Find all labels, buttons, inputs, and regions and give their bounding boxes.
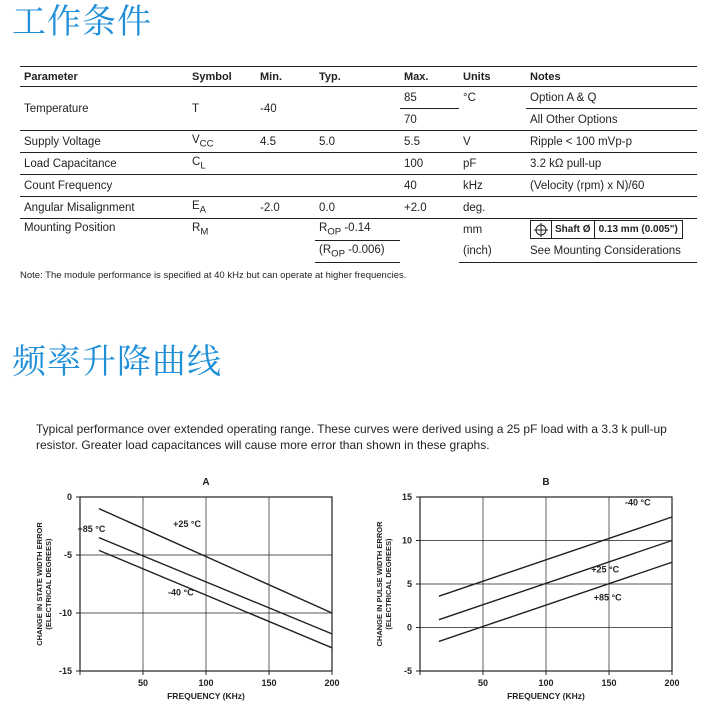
supply-parameter: Supply Voltage (20, 131, 188, 153)
temperature-units: °C (463, 91, 476, 104)
chart-b-y-tick-label: 5 (406, 579, 412, 589)
chart-b-x-tick-label: 150 (601, 678, 617, 688)
description-paragraph: Typical performance over extended operating range. These curves were derived using a 25 pF load with a 3.3 k pull-up resistor. Greater load capacitances will cause more error than shown in these graphs. (36, 422, 667, 452)
chart-a (20, 470, 350, 708)
supply-units: V (459, 131, 526, 153)
count-max: 40 (400, 175, 459, 197)
temperature-max-b: 70 (400, 109, 459, 131)
supply-typ: 5.0 (315, 131, 400, 153)
chart-b-y-tick-label: -5 (403, 666, 412, 676)
load-notes: 3.2 kΩ pull-up (526, 153, 697, 175)
table-row (20, 175, 697, 197)
angular-units: deg. (459, 197, 526, 219)
header-max: Max. (400, 67, 459, 87)
temperature-symbol: T (192, 102, 200, 115)
chart-a-series-label: +25 °C (173, 519, 202, 530)
chart-b-series-label: +85 °C (593, 592, 622, 603)
operating-conditions-table (20, 66, 697, 263)
table-row (20, 87, 697, 109)
shaft-value: 0.13 mm (0.005") (598, 224, 678, 235)
header-symbol: Symbol (188, 67, 256, 87)
mounting-symbol: $R_M$ (188, 219, 256, 263)
chart-b-y-tick-label: 15 (401, 492, 412, 502)
table-row (20, 131, 697, 153)
chart-b-x-tick-label: 200 (664, 678, 680, 688)
chart-a-series-label: +85 °C (77, 523, 106, 534)
header-units: Units (459, 67, 526, 87)
mounting-note-b: See Mounting Considerations (526, 241, 697, 263)
angular-parameter: Angular Misalignment (20, 197, 188, 219)
chart-b-y-axis-title: CHANGE IN PULSE WIDTH ERROR (375, 521, 384, 647)
temperature-note-a: Option A & Q (530, 91, 597, 104)
performance-note: Note: The module performance is specified at 40 kHz but can operate at higher frequencies. (20, 270, 407, 281)
chart-a-y-tick-label: -15 (58, 666, 72, 676)
chart-b-y-tick-label: 0 (406, 622, 412, 633)
supply-min: 4.5 (256, 131, 315, 153)
chart-b-x-tick-label: 100 (538, 678, 554, 688)
table-header-row (20, 67, 697, 87)
load-units: pF (459, 153, 526, 175)
chart-a-series-line (99, 538, 332, 634)
supply-symbol: $V_{CC}$ (188, 131, 256, 153)
operating-conditions-heading: 工作条件 (12, 2, 152, 42)
temperature-max-a: 85 (404, 91, 417, 104)
angular-symbol: $E_A$ (188, 197, 256, 219)
chart-a-series-line (99, 550, 332, 647)
chart-a-x-tick-label: 50 (137, 678, 149, 688)
mounting-parameter: Mounting Position (20, 219, 188, 263)
shaft-label: Shaft Ø (552, 221, 595, 238)
mounting-units-b: (inch) (459, 241, 526, 263)
temperature-note-b: All Other Options (526, 109, 697, 131)
angular-max: +2.0 (400, 197, 459, 219)
chart-b-series-label: +25 °C (591, 564, 620, 575)
chart-a-x-tick-label: 100 (198, 678, 214, 688)
supply-max: 5.5 (400, 131, 459, 153)
angular-min: -2.0 (256, 197, 315, 219)
chart-a-x-tick-label: 200 (324, 678, 340, 688)
header-notes: Notes (526, 67, 697, 87)
chart-b-title: B (542, 477, 550, 488)
chart-a-series-label: -40 °C (167, 587, 194, 598)
temperature-parameter: Temperature (24, 102, 89, 115)
position-tolerance-icon (531, 221, 552, 238)
angular-typ: 0.0 (315, 197, 400, 219)
header-typ: Typ. (315, 67, 400, 87)
chart-b-x-tick-label: 50 (477, 678, 489, 688)
frequency-derating-heading: 频率升降曲线 (12, 342, 222, 382)
table-row (20, 219, 697, 241)
chart-a-y-tick-label: 0 (66, 492, 72, 502)
header-min: Min. (256, 67, 315, 87)
chart-a-series-line (99, 509, 332, 613)
chart-a-y-axis-subtitle: (ELECTRICAL DEGREES) (44, 538, 53, 630)
temperature-min: -40 (260, 102, 277, 115)
chart-b-x-axis-title: FREQUENCY (KHz) (507, 691, 585, 701)
chart-a-y-axis-title: CHANGE IN STATE WIDTH ERROR (35, 522, 44, 646)
chart-a-title: A (202, 477, 210, 488)
mounting-shaft-tolerance (526, 219, 697, 241)
count-units: kHz (459, 175, 526, 197)
chart-b-series-line (439, 562, 672, 641)
chart-b-series-label: -40 °C (624, 497, 651, 508)
load-symbol: $C_L$ (188, 153, 256, 175)
chart-a-y-tick-label: -10 (58, 608, 72, 618)
table-row (20, 153, 697, 175)
chart-a-x-axis-title: FREQUENCY (KHz) (167, 691, 245, 701)
mounting-typ-b: ($R_{OP}$ -0.006) (315, 241, 400, 263)
count-notes: (Velocity (rpm) x N)/60 (526, 175, 697, 197)
temperature-typ (315, 87, 400, 131)
chart-b (360, 470, 690, 708)
mounting-typ-a: $R_{OP}$ -0.14 (315, 219, 400, 241)
chart-a-x-tick-label: 150 (261, 678, 277, 688)
chart-a-y-tick-label: -5 (63, 550, 72, 560)
table-row (20, 197, 697, 219)
load-parameter: Load Capacitance (20, 153, 188, 175)
load-max: 100 (400, 153, 459, 175)
mounting-units-a: mm (459, 219, 526, 241)
chart-b-y-tick-label: 10 (401, 535, 412, 546)
header-parameter: Parameter (20, 67, 188, 87)
chart-b-series-line (439, 541, 672, 620)
supply-notes: Ripple < 100 mVp-p (526, 131, 697, 153)
chart-b-y-axis-subtitle: (ELECTRICAL DEGREES) (384, 538, 393, 630)
count-parameter: Count Frequency (20, 175, 188, 197)
